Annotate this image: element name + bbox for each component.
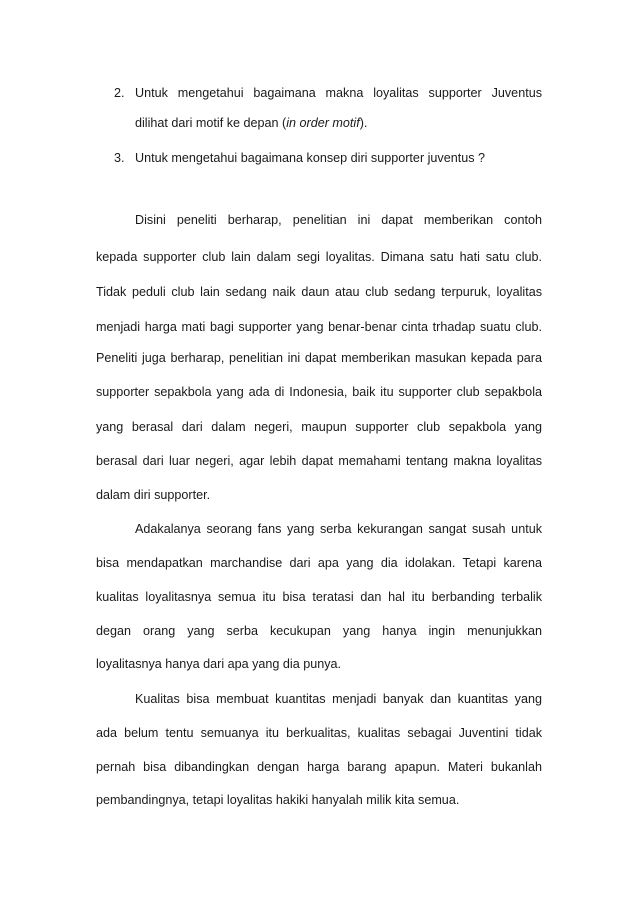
paragraph-line: menjadi harga mati bagi supporter yang benar-benar cinta trhadap suatu club. xyxy=(96,320,542,334)
paragraph-line: berasal dari luar negeri, agar lebih dapat memahami tentang makna loyalitas xyxy=(96,454,542,468)
paragraph-line: bisa mendapatkan marchandise dari apa yang dia idolakan. Tetapi karena xyxy=(96,556,542,570)
paragraph-line: loyalitasnya hanya dari apa yang dia punya. xyxy=(96,657,342,671)
paragraph-line: yang berasal dari dalam negeri, maupun supporter club sepakbola yang xyxy=(96,420,542,434)
list-item-text xyxy=(135,86,542,104)
list-item-line: dilihat dari motif ke depan ( xyxy=(135,116,287,130)
paragraph-line: dalam diri supporter. xyxy=(96,488,211,502)
paragraph-line: kepada supporter club lain dalam segi loyalitas. Dimana satu hati satu club. xyxy=(96,250,542,264)
list-number: 3. xyxy=(114,151,125,165)
paragraph-line: degan orang yang serba kecukupan yang hanya ingin menunjukkan xyxy=(96,624,542,638)
paragraph-line: pembandingnya, tetapi loyalitas hakiki hanyalah milik kita semua. xyxy=(96,793,460,807)
paragraph-line: pernah bisa dibandingkan dengan harga barang apapun. Materi bukanlah xyxy=(96,760,542,774)
paragraph-line: Peneliti juga berharap, penelitian ini dapat memberikan masukan kepada para xyxy=(96,351,542,365)
list-item-line: Untuk mengetahui bagaimana makna loyalitas supporter Juventus xyxy=(135,86,542,100)
paragraph-line: Adakalanya seorang fans yang serba kekurangan sangat susah untuk xyxy=(135,522,542,536)
list-item-line: ). xyxy=(359,116,368,130)
list-item-text xyxy=(135,151,485,165)
paragraph-line: Disini peneliti berharap, penelitian ini dapat memberikan contoh xyxy=(135,213,542,227)
paragraph-line: supporter sepakbola yang ada di Indonesia, baik itu supporter club sepakbola xyxy=(96,385,542,399)
list-number: 2. xyxy=(114,86,125,100)
paragraph-line: kualitas loyalitasnya semua itu bisa teratasi dan hal itu berbanding terbalik xyxy=(96,590,542,604)
list-item-line: Untuk mengetahui bagaimana konsep diri supporter juventus ? xyxy=(135,151,486,165)
paragraph-line: Tidak peduli club lain sedang naik daun atau club sedang terpuruk, loyalitas xyxy=(96,285,542,299)
paragraph-line: ada belum tentu semuanya itu berkualitas, kualitas sebagai Juventini tidak xyxy=(96,726,542,740)
italic-term: in order motif xyxy=(286,116,360,130)
paragraph-line: Kualitas bisa membuat kuantitas menjadi banyak dan kuantitas yang xyxy=(135,692,542,706)
list-item-text xyxy=(135,116,367,130)
